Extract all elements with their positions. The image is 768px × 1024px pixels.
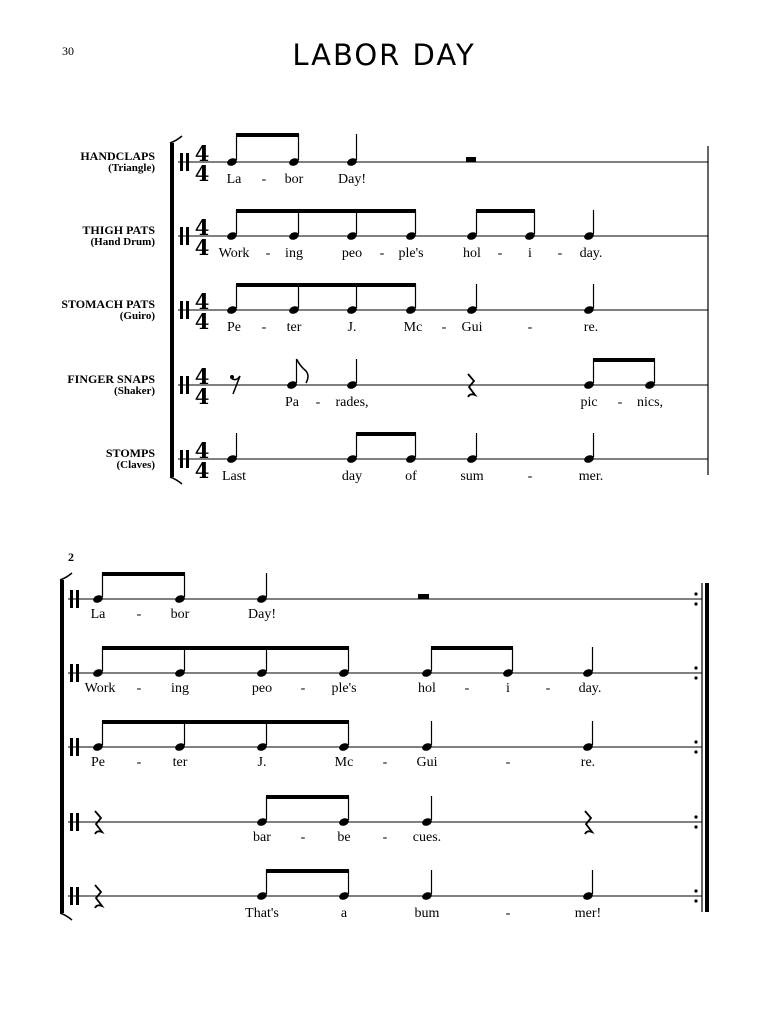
lyric-syllable: ter — [172, 755, 188, 770]
lyric-syllable: rades, — [335, 395, 369, 410]
svg-text:4: 4 — [194, 161, 210, 186]
lyric-syllable: ple's — [398, 246, 424, 261]
lyric-syllable: cues. — [412, 830, 442, 845]
lyric-syllable: bar — [253, 830, 271, 845]
svg-text:4: 4 — [194, 384, 210, 409]
lyric-syllable: Mc — [403, 320, 423, 335]
svg-text:4: 4 — [194, 458, 210, 483]
system-2 — [60, 572, 709, 920]
lyric-syllable: J. — [257, 755, 267, 770]
lyric-syllable: i — [506, 681, 510, 696]
lyric-syllable: bor — [284, 172, 304, 187]
svg-text:4: 4 — [194, 309, 210, 334]
lyric-hyphen: - — [505, 906, 511, 921]
lyric-hyphen: - — [382, 830, 388, 845]
lyric-syllable: sum — [460, 469, 484, 484]
lyric-syllable: i — [528, 246, 532, 261]
lyric-syllable: Gui — [461, 320, 483, 335]
lyric-syllable: bor — [170, 607, 190, 622]
lyric-hyphen: - — [497, 246, 503, 261]
measure-number: 2 — [68, 550, 74, 564]
lyric-hyphen: - — [557, 246, 563, 261]
lyric-syllable: day. — [578, 681, 602, 696]
lyric-hyphen: - — [441, 320, 447, 335]
lyric-hyphen: - — [136, 755, 142, 770]
lyric-syllable: Work — [218, 246, 250, 261]
lyric-syllable: re. — [583, 320, 599, 335]
svg-text:4: 4 — [194, 235, 210, 260]
system-1 — [170, 133, 708, 484]
svg-text:4: 4 — [194, 215, 210, 240]
lyric-syllable: mer. — [578, 469, 604, 484]
lyric-syllable: day. — [579, 246, 603, 261]
lyric-hyphen: - — [136, 607, 142, 622]
instrument-alternate: (Claves) — [116, 458, 155, 471]
lyric-syllable: be — [337, 830, 351, 845]
lyric-syllable: Work — [84, 681, 116, 696]
lyric-hyphen: - — [527, 469, 533, 484]
lyric-hyphen: - — [300, 830, 306, 845]
lyric-syllable: Pe — [91, 755, 105, 770]
lyric-syllable: re. — [580, 755, 596, 770]
svg-text:4: 4 — [194, 364, 210, 389]
lyric-hyphen: - — [382, 755, 388, 770]
svg-text:4: 4 — [194, 289, 210, 314]
lyric-syllable: hol — [418, 681, 436, 696]
svg-text:4: 4 — [194, 141, 210, 166]
lyric-syllable: La — [226, 172, 242, 187]
staff-stomps — [95, 869, 594, 908]
page-number: 30 — [62, 44, 74, 58]
lyric-syllable: nics, — [636, 395, 664, 410]
lyric-syllable: Mc — [334, 755, 354, 770]
lyric-syllable: hol — [463, 246, 481, 261]
instrument-alternate: (Shaker) — [114, 384, 155, 397]
lyric-syllable: mer! — [574, 906, 602, 921]
instrument-name: FINGER SNAPS — [67, 372, 155, 386]
lyric-syllable: J. — [347, 320, 357, 335]
lyric-syllable: of — [405, 469, 417, 484]
lyric-syllable: ple's — [331, 681, 357, 696]
lyric-hyphen: - — [300, 681, 306, 696]
page-title: LABOR DAY — [292, 38, 476, 72]
half-rest — [418, 594, 429, 599]
lyric-syllable: Day! — [338, 172, 366, 187]
lyric-hyphen: - — [261, 172, 267, 187]
lyric-hyphen: - — [505, 755, 511, 770]
instrument-alternate: (Hand Drum) — [90, 235, 155, 248]
lyric-hyphen: - — [617, 395, 623, 410]
half-rest — [466, 157, 476, 162]
lyric-syllable: ter — [286, 320, 302, 335]
lyric-hyphen: - — [379, 246, 385, 261]
lyric-syllable: Pa — [285, 395, 299, 410]
lyric-hyphen: - — [136, 681, 142, 696]
instrument-name: STOMACH PATS — [61, 297, 155, 311]
lyric-hyphen: - — [527, 320, 533, 335]
lyric-hyphen: - — [464, 681, 470, 696]
time-signature — [195, 141, 210, 483]
lyric-syllable: That's — [245, 906, 279, 921]
lyric-syllable: pic — [580, 395, 598, 410]
lyric-hyphen: - — [265, 246, 271, 261]
lyric-hyphen: - — [315, 395, 321, 410]
lyric-syllable: a — [340, 906, 348, 921]
instrument-name: THIGH PATS — [82, 223, 155, 237]
lyric-hyphen: - — [261, 320, 267, 335]
lyric-hyphen: - — [545, 681, 551, 696]
instrument-name: STOMPS — [105, 446, 155, 460]
lyric-syllable: Day! — [248, 607, 276, 622]
lyric-syllable: peo — [341, 246, 363, 261]
instrument-alternate: (Triangle) — [108, 161, 155, 174]
instrument-alternate: (Guiro) — [119, 309, 155, 322]
lyric-syllable: Pe — [227, 320, 241, 335]
lyric-syllable: La — [90, 607, 106, 622]
lyric-syllable: ing — [171, 681, 189, 696]
lyric-syllable: day — [341, 469, 363, 484]
lyric-syllable: Last — [221, 469, 247, 484]
lyric-syllable: Gui — [416, 755, 438, 770]
instrument-name: HANDCLAPS — [80, 149, 155, 163]
lyric-syllable: peo — [251, 681, 273, 696]
lyric-syllable: ing — [285, 246, 303, 261]
staff-finger-snaps — [230, 358, 656, 397]
svg-text:4: 4 — [194, 438, 210, 463]
lyric-syllable: bum — [414, 906, 440, 921]
staff-finger-snaps — [95, 795, 592, 834]
